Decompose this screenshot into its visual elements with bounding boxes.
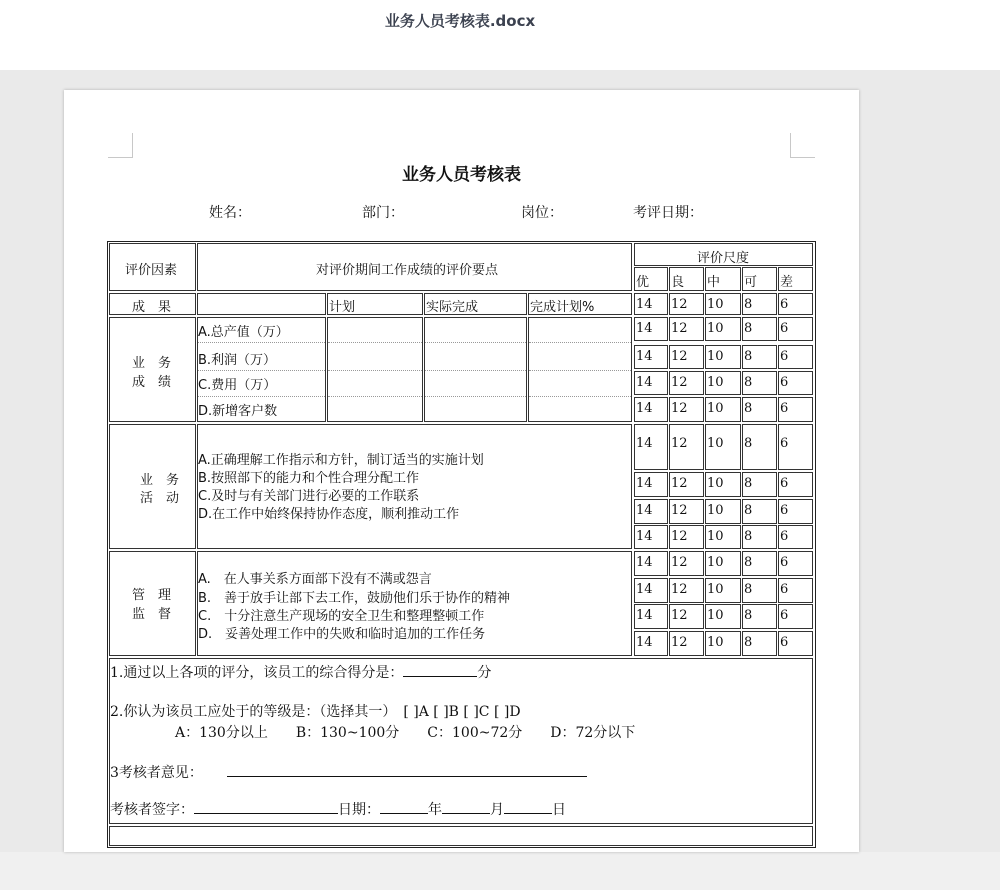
activity-item: B.按照部下的能力和个性合理分配工作 [198,471,420,486]
score-cell[interactable] [742,345,777,369]
score-value: 12 [671,582,688,597]
score-cell[interactable] [742,397,777,422]
header-scale: 评价尺度 [697,251,750,266]
results-label: 成 果 [132,300,172,315]
score-cell[interactable] [778,293,813,315]
score-value: 14 [636,608,653,623]
score-cell[interactable] [669,371,704,395]
activity-item: D.在工作中始终保持协作态度，顺利推动工作 [198,507,460,522]
score-value: 14 [636,476,653,491]
grade-label: 差 [780,275,794,290]
score-value: 14 [636,321,653,336]
score-cell[interactable] [705,345,741,369]
score-value: 14 [636,503,653,518]
score-value: 12 [671,608,688,623]
day-label: 日 [552,802,566,818]
score-value: 10 [707,503,724,518]
score-cell[interactable] [705,317,741,341]
margin-corner-mark [790,133,815,158]
score-cell[interactable] [669,293,704,315]
results-item: C.费用（万） [198,378,277,393]
score-cell[interactable] [669,604,704,629]
activity-item: A.正确理解工作指示和方针，制订适当的实施计划 [198,453,484,468]
score-value: 14 [636,401,653,416]
score-value: 6 [780,529,789,544]
score-value: 12 [671,555,688,570]
score-cell[interactable] [778,371,813,395]
header-factor: 评价因素 [125,263,178,278]
score-value: 12 [671,503,688,518]
pct-header: 完成计划% [530,300,595,315]
score-cell[interactable] [778,578,813,603]
score-value: 6 [780,555,789,570]
signature-label: 考核者签字： [110,802,194,818]
year-label: 年 [428,802,442,818]
score-cell[interactable] [742,499,777,524]
business-activity-items-cell [197,424,632,549]
document-page [64,90,859,852]
plan-header-cell [327,293,423,315]
score-value: 6 [780,582,789,597]
score-cell[interactable] [742,293,777,315]
title-bar [0,0,1000,70]
management-item: A. 在人事关系方面部下没有不满或怨言 [198,572,432,587]
grade-cell [669,267,704,291]
score-cell[interactable] [778,345,813,369]
actual-header-cell [424,293,527,315]
score-value: 8 [744,401,753,416]
score-cell[interactable] [742,317,777,341]
header-factor-cell [109,243,196,291]
grade-question: 2.你认为该员工应处于的等级是：（选择其一） [ ]A [ ]B [ ]C [ ]D [110,704,521,720]
score-cell[interactable] [705,631,741,656]
grade-options: A：130分以上 B：130~100分 C：100~72分 D：72分以下 [175,725,636,741]
score-value: 8 [744,349,753,364]
results-label-cell [109,293,196,315]
score-cell[interactable] [634,293,668,315]
grade-cell [742,267,777,291]
results-item: A.总产值（万） [198,325,289,340]
score-cell[interactable] [705,551,741,576]
score-value: 14 [636,555,653,570]
score-cell[interactable] [705,371,741,395]
document-title: 业务人员考核表 [402,165,521,185]
score-value: 8 [744,555,753,570]
grade-cell [705,267,741,291]
section-label: 管 理 [132,588,172,603]
score-value: 12 [671,321,688,336]
margin-corner-mark [108,133,133,158]
score-cell[interactable] [634,578,668,603]
score-cell[interactable] [634,371,668,395]
score-value: 14 [636,297,653,312]
score-value: 8 [744,297,753,312]
results-item: B.利润（万） [198,353,277,368]
score-value: 12 [671,476,688,491]
score-cell[interactable] [742,578,777,603]
score-value: 10 [707,608,724,623]
actual-input-cell[interactable] [424,317,527,422]
score-value: 6 [780,375,789,390]
signature-blank[interactable] [194,799,338,814]
score-cell[interactable] [778,397,813,422]
section-label: 成 绩 [132,375,172,390]
business-results-items-cell [197,317,326,422]
score-value: 14 [636,349,653,364]
score-value: 8 [744,529,753,544]
activity-item: C.及时与有关部门进行必要的工作联系 [198,489,420,504]
score-cell[interactable] [742,424,777,470]
business-results-label-cell [109,317,196,422]
score-cell[interactable] [634,631,668,656]
score-value: 10 [707,401,724,416]
grade-label: 优 [636,275,650,290]
score-cell[interactable] [634,604,668,629]
total-score-blank[interactable] [403,662,477,677]
day-blank[interactable] [504,799,552,814]
score-cell[interactable] [669,472,704,497]
score-cell[interactable] [669,424,704,470]
score-cell[interactable] [705,424,741,470]
score-cell[interactable] [669,525,704,549]
score-cell[interactable] [742,525,777,549]
score-value: 12 [671,401,688,416]
score-cell[interactable] [778,631,813,656]
score-value: 10 [707,529,724,544]
field-name: 姓名： [209,205,251,221]
score-value: 14 [636,582,653,597]
score-value: 14 [636,436,653,451]
score-value: 14 [636,529,653,544]
results-blank-cell [197,293,326,315]
section-label: 业 务 [132,356,172,371]
score-cell[interactable] [705,604,741,629]
score-cell[interactable] [778,472,813,497]
score-cell[interactable] [742,631,777,656]
reviewer-signature-line [110,799,566,819]
score-cell[interactable] [669,345,704,369]
score-value: 12 [671,349,688,364]
summary-cell [109,658,813,824]
score-value: 12 [671,635,688,650]
score-value: 6 [780,476,789,491]
score-value: 14 [636,635,653,650]
score-value: 10 [707,375,724,390]
score-value: 10 [707,321,724,336]
score-cell[interactable] [705,578,741,603]
grade-label: 良 [671,275,685,290]
total-score-prompt: 1.通过以上各项的评分，该员工的综合得分是： [110,665,404,681]
table-footer-row [109,826,813,846]
score-cell[interactable] [778,317,813,341]
section-label: 监 督 [132,607,172,622]
score-value: 6 [780,297,789,312]
score-cell[interactable] [778,551,813,576]
score-value: 12 [671,297,688,312]
grade-cell [778,267,813,291]
month-blank[interactable] [442,799,490,814]
score-value: 12 [671,529,688,544]
score-value: 8 [744,608,753,623]
business-activity-label-cell [109,424,196,549]
grade-label: 可 [744,275,758,290]
score-value: 8 [744,436,753,451]
bottom-bar [0,852,1000,890]
score-cell[interactable] [669,499,704,524]
score-value: 10 [707,635,724,650]
score-cell[interactable] [705,499,741,524]
grade-cell [634,267,668,291]
reviewer-opinion-label: 3考核者意见： [110,765,203,781]
score-cell[interactable] [705,293,741,315]
score-value: 6 [780,503,789,518]
header-points-cell [197,243,632,291]
score-cell[interactable] [634,317,668,341]
score-cell[interactable] [634,551,668,576]
score-cell[interactable] [669,631,704,656]
field-review-date: 考评日期： [633,205,703,221]
score-cell[interactable] [778,525,813,549]
total-score-question [110,662,491,682]
management-item: C. 十分注意生产现场的安全卫生和整理整顿工作 [198,609,485,624]
score-value: 6 [780,608,789,623]
year-blank[interactable] [380,799,428,814]
management-item: B. 善于放手让部下去工作，鼓励他们乐于协作的精神 [198,591,511,606]
header-scale-cell [634,243,813,266]
score-value: 12 [671,436,688,451]
score-value: 10 [707,436,724,451]
score-cell[interactable] [705,525,741,549]
score-value: 8 [744,375,753,390]
pct-header-cell [528,293,632,315]
score-value: 10 [707,582,724,597]
score-cell[interactable] [778,424,813,470]
score-cell[interactable] [669,397,704,422]
score-cell[interactable] [634,345,668,369]
pct-input-cell[interactable] [528,317,632,422]
score-cell[interactable] [778,604,813,629]
score-value: 8 [744,635,753,650]
score-cell[interactable] [634,499,668,524]
score-cell[interactable] [634,525,668,549]
score-cell[interactable] [669,578,704,603]
score-cell[interactable] [634,424,668,470]
actual-header: 实际完成 [426,300,479,315]
field-department: 部门： [362,205,404,221]
management-label-cell [109,551,196,656]
score-value: 8 [744,476,753,491]
score-value: 8 [744,582,753,597]
score-cell[interactable] [669,551,704,576]
score-value: 6 [780,321,789,336]
score-value: 8 [744,503,753,518]
score-value: 6 [780,635,789,650]
date-label: 日期： [338,802,380,818]
plan-header: 计划 [329,300,356,315]
month-label: 月 [490,802,504,818]
management-item: D. 妥善处理工作中的失败和临时追加的工作任务 [198,627,486,642]
score-cell[interactable] [634,472,668,497]
plan-input-cell[interactable] [327,317,423,422]
section-label: 业 务 [140,473,180,488]
score-value: 6 [780,401,789,416]
document-filename: 业务人员考核表.docx [384,12,536,30]
score-cell[interactable] [742,371,777,395]
score-cell[interactable] [742,604,777,629]
score-value: 6 [780,436,789,451]
results-item: D.新增客户数 [198,404,278,419]
score-cell[interactable] [778,499,813,524]
score-cell[interactable] [705,472,741,497]
score-value: 10 [707,297,724,312]
header-points: 对评价期间工作成绩的评价要点 [316,263,499,278]
total-score-unit: 分 [477,665,492,681]
score-cell[interactable] [705,397,741,422]
score-value: 12 [671,375,688,390]
score-value: 14 [636,375,653,390]
management-items-cell [197,551,632,656]
score-cell[interactable] [742,551,777,576]
score-value: 10 [707,555,724,570]
section-label: 活 动 [140,491,180,506]
score-cell[interactable] [634,397,668,422]
score-value: 6 [780,349,789,364]
grade-label: 中 [707,275,721,290]
score-value: 10 [707,349,724,364]
score-cell[interactable] [669,317,704,341]
reviewer-opinion [110,762,587,782]
reviewer-opinion-blank[interactable] [227,762,587,777]
score-value: 10 [707,476,724,491]
score-cell[interactable] [742,472,777,497]
field-position: 岗位： [521,205,563,221]
score-value: 8 [744,321,753,336]
